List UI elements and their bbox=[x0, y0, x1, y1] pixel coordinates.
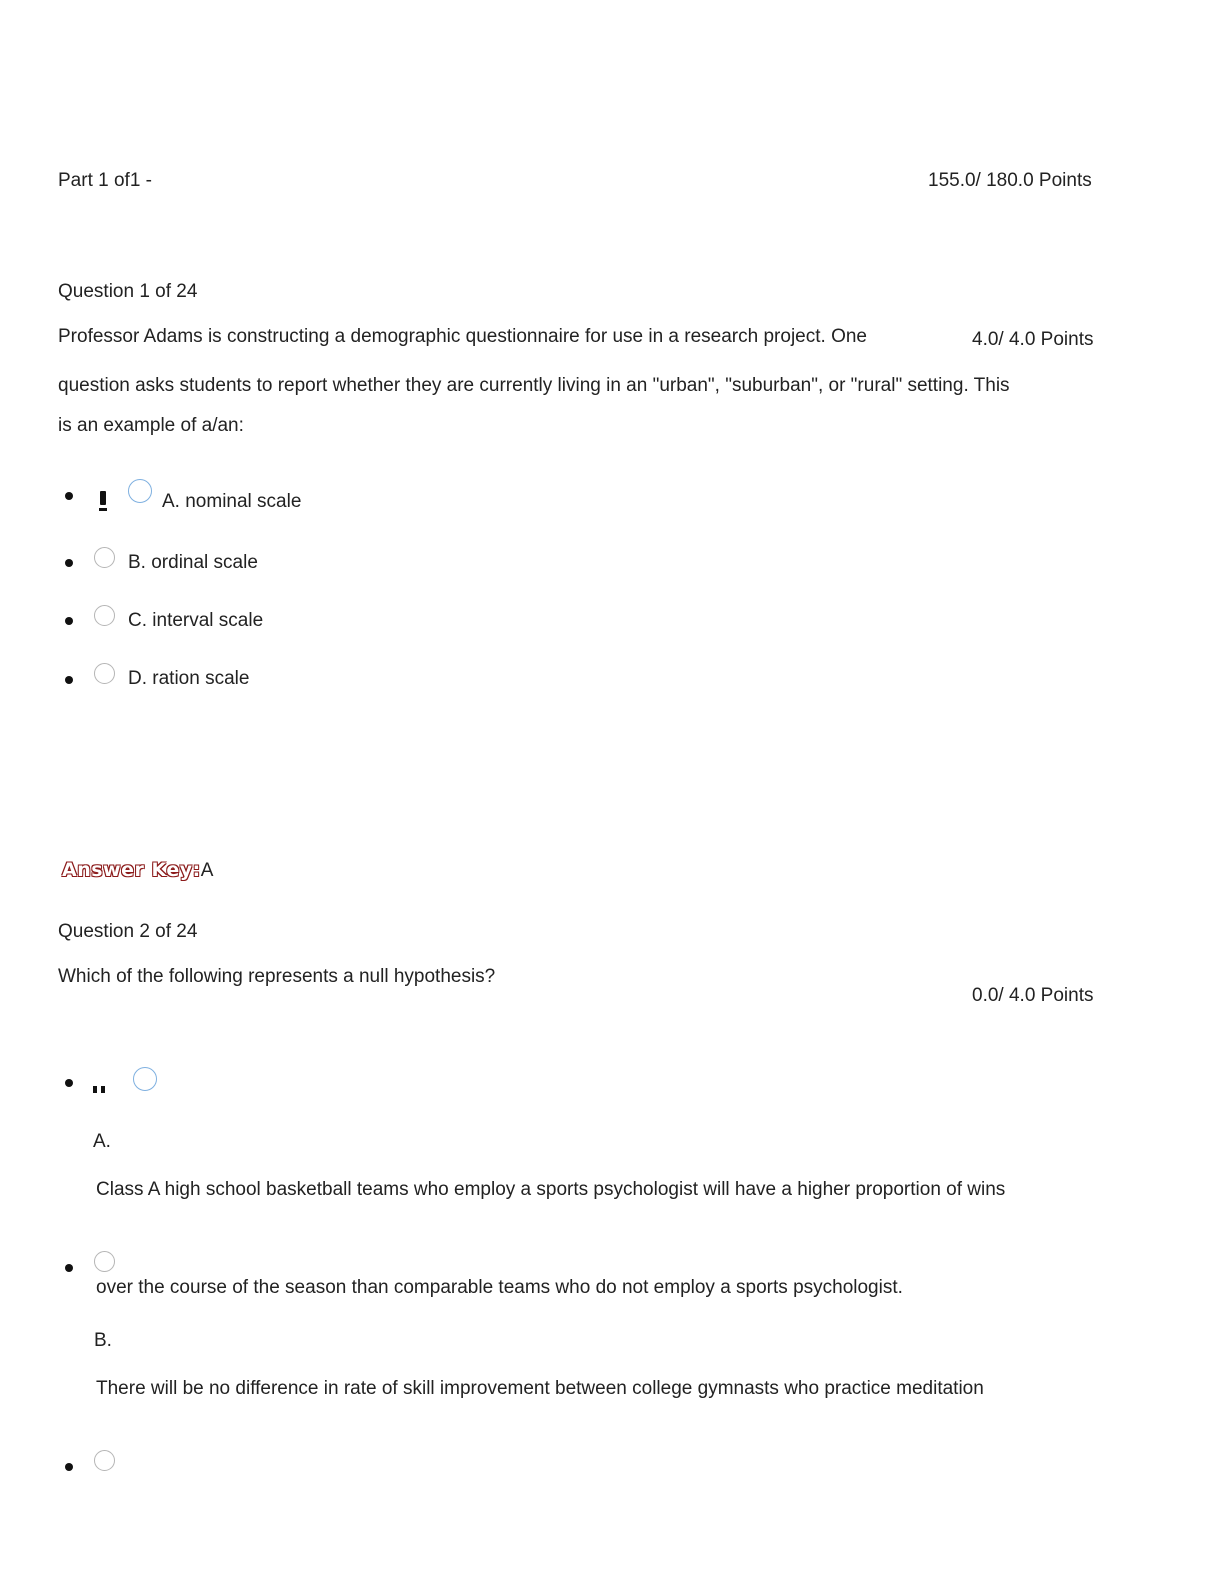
option-b-radio[interactable] bbox=[94, 547, 115, 568]
part-label: Part 1 of1 - bbox=[58, 170, 152, 191]
incorrect-mark-icon bbox=[93, 1077, 109, 1099]
question-1-text-line-2: question asks students to report whether they are currently living in an "urban", "suburban", or "rural" setting. This bbox=[58, 375, 1010, 396]
q2-option-a-text-line-2[interactable]: over the course of the season than comparable teams who do not employ a sports psychologist. bbox=[96, 1277, 903, 1298]
list-bullet bbox=[65, 1079, 73, 1087]
question-1-text-line-1: Professor Adams is constructing a demographic questionnaire for use in a research project. One bbox=[58, 326, 867, 347]
question-2-text: Which of the following represents a null hypothesis? bbox=[58, 966, 496, 987]
q2-option-c-radio[interactable] bbox=[94, 1450, 115, 1471]
question-2-points: 0.0/ 4.0 Points bbox=[972, 985, 1094, 1006]
q2-option-b-letter: B. bbox=[94, 1330, 112, 1351]
option-b-label[interactable]: B. ordinal scale bbox=[128, 552, 258, 573]
list-bullet bbox=[65, 492, 73, 500]
list-bullet bbox=[65, 559, 73, 567]
question-1-points: 4.0/ 4.0 Points bbox=[972, 329, 1094, 350]
option-d-radio[interactable] bbox=[94, 663, 115, 684]
option-c-radio[interactable] bbox=[94, 605, 115, 626]
question-1-text-line-3: is an example of a/an: bbox=[58, 415, 244, 436]
q2-option-b-radio[interactable] bbox=[94, 1251, 115, 1272]
q2-option-a-text-line-1[interactable]: Class A high school basketball teams who employ a sports psychologist will have a higher proportion of wins bbox=[96, 1179, 1006, 1200]
question-2-number: Question 2 of 24 bbox=[58, 921, 198, 942]
list-bullet bbox=[65, 1463, 73, 1471]
list-bullet bbox=[65, 676, 73, 684]
list-bullet bbox=[65, 1264, 73, 1272]
q2-option-a-radio[interactable] bbox=[133, 1067, 157, 1091]
option-c-label[interactable]: C. interval scale bbox=[128, 610, 264, 631]
q2-option-b-text-line-1[interactable]: There will be no difference in rate of skill improvement between college gymnasts who practice meditation bbox=[96, 1378, 984, 1399]
option-a-label[interactable]: A. nominal scale bbox=[162, 491, 302, 512]
answer-key bbox=[62, 859, 213, 882]
option-a-radio[interactable] bbox=[128, 479, 152, 503]
q2-option-a-letter: A. bbox=[93, 1131, 111, 1152]
answer-key-value: A bbox=[200, 860, 214, 881]
answer-key-label: Answer Key: bbox=[62, 859, 201, 881]
option-d-label[interactable]: D. ration scale bbox=[128, 668, 250, 689]
incorrect-mark-icon bbox=[100, 491, 106, 505]
total-points: 155.0/ 180.0 Points bbox=[928, 170, 1092, 191]
question-1-number: Question 1 of 24 bbox=[58, 281, 198, 302]
list-bullet bbox=[65, 617, 73, 625]
